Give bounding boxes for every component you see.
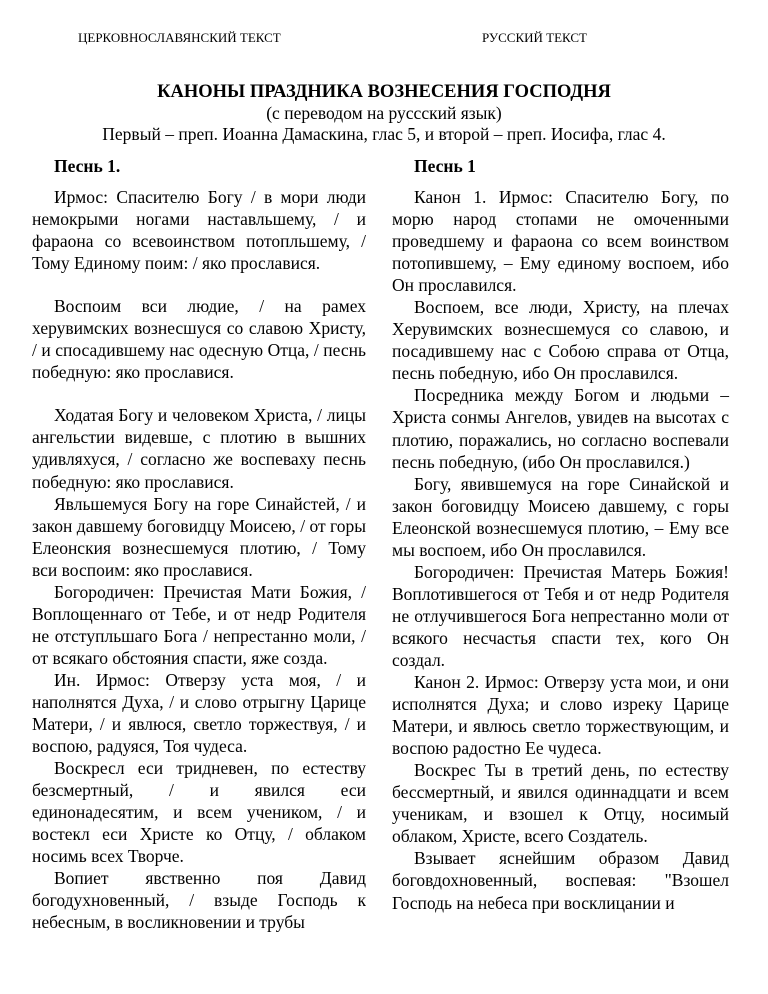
slavonic-paragraph: Ходатая Богу и человеком Христа, / лицы ангельстии видевше, с плотию в вышних удивляхуся, / согласно же воспеваху песнь победную: яко прославися. (32, 405, 366, 492)
slavonic-paragraph: Явльшемуся Богу на горе Синайстей, / и закон давшему боговидцу Моисею, / от горы Елеонския вознесшемуся плотию, / Тому вси воспоим: яко прославися. (32, 493, 366, 580)
slavonic-paragraph: Ирмос: Спасителю Богу / в мори люди немокрыми ногами наставльшему, / и фараона со всевоинством потопльшему, / Тому Единому поим: / яко прославися. (32, 187, 366, 274)
section-heading-slavonic: Песнь 1. (54, 156, 121, 176)
russian-column (392, 155, 729, 914)
slavonic-paragraph: Богородичен: Пречистая Мати Божия, / Воплощеннаго от Тебе, и от недр Родителя не отступльшаго Бога / непрестанно моли, / от всякаго обстояния спасти, яже созда. (32, 581, 366, 668)
slavonic-paragraph: Воскресл еси тридневен, по естеству безсмертный, / и явился еси единонадесятим, и всем учеником, / и востекл еси Христе ко Отцу, / облаком носимь всех Творче. (32, 758, 366, 867)
russian-paragraph: Посредника между Богом и людьми – Христа сонмы Ангелов, увидев на высотах с плотию, поражались, но согласно воспевали песнь победную, (ибо Он прославился.) (392, 385, 729, 472)
authors-line: Первый – преп. Иоанна Дамаскина, глас 5, и второй – преп. Иосифа, глас 4. (102, 124, 666, 144)
column-header-slavonic: ЦЕРКОВНОСЛАВЯНСКИЙ ТЕКСТ (78, 30, 281, 45)
russian-paragraph: Канон 1. Ирмос: Спасителю Богу, по морю народ стопами не омоченными проведшему и фараона со всем воинством потопившему, – Ему единому воспоем, ибо Он прославился. (392, 187, 729, 296)
paragraph-spacer (32, 383, 366, 404)
page-title: КАНОНЫ ПРАЗДНИКА ВОЗНЕСЕНИЯ ГОСПОДНЯ (157, 82, 611, 102)
column-header-russian: РУССКИЙ ТЕКСТ (482, 30, 587, 45)
russian-paragraph: Богородичен: Пречистая Матерь Божия! Воплотившегося от Тебя и от недр Родителя не отлучившегося Бога непрестанно моли от всякого несчастья спасти тех, кого Он создал. (392, 561, 729, 670)
page-subtitle: (с переводом на руссский язык) (266, 103, 502, 123)
slavonic-column (32, 155, 366, 934)
russian-paragraph: Взывает яснейшим образом Давид боговдохновенный, воспевая: "Взошел Господь на небеса при восклицании и (392, 848, 729, 913)
column-headers (0, 30, 768, 50)
section-heading-russian: Песнь 1 (414, 156, 476, 176)
paragraph-spacer (32, 274, 366, 295)
slavonic-paragraph: Вопиет явственно поя Давид богодухновенный, / взыде Господь к небесным, в восликновении и трубы (32, 868, 366, 933)
russian-paragraph: Канон 2. Ирмос: Отверзу уста мои, и они исполнятся Духа; и слово изреку Царице Матери, и явлюсь светло торжествующим, и воспою радостно Ее чудеса. (392, 672, 729, 759)
russian-paragraph: Воскрес Ты в третий день, по естеству бессмертный, и явился одиннадцати и всем ученикам, и взошел к Отцу, носимый облаком, Христе, всего Создатель. (392, 760, 729, 847)
title-block (0, 81, 768, 145)
russian-paragraph: Воспоем, все люди, Христу, на плечах Херувимских вознесшемуся со славою, и посадившему нас с Собою справа от Отца, песнь победную, ибо Он прославился. (392, 297, 729, 384)
russian-paragraph: Богу, явившемуся на горе Синайской и закон боговидцу Моисею давшему, с горы Елеонской вознесшемуся плотию, – Ему все мы воспоем, ибо Он прославился. (392, 473, 729, 560)
slavonic-paragraph: Воспоим вси людие, / на рамех херувимских вознесшуся со славою Христу, / и спосадившему нас одесную Отца, / песнь победную: яко прославися. (32, 296, 366, 383)
slavonic-paragraph: Ин. Ирмос: Отверзу уста моя, / и наполнятся Духа, / и слово отрыгну Царице Матери, / и явлюся, светло торжествуя, / и воспою, радуяся, Тоя чудеса. (32, 669, 366, 757)
